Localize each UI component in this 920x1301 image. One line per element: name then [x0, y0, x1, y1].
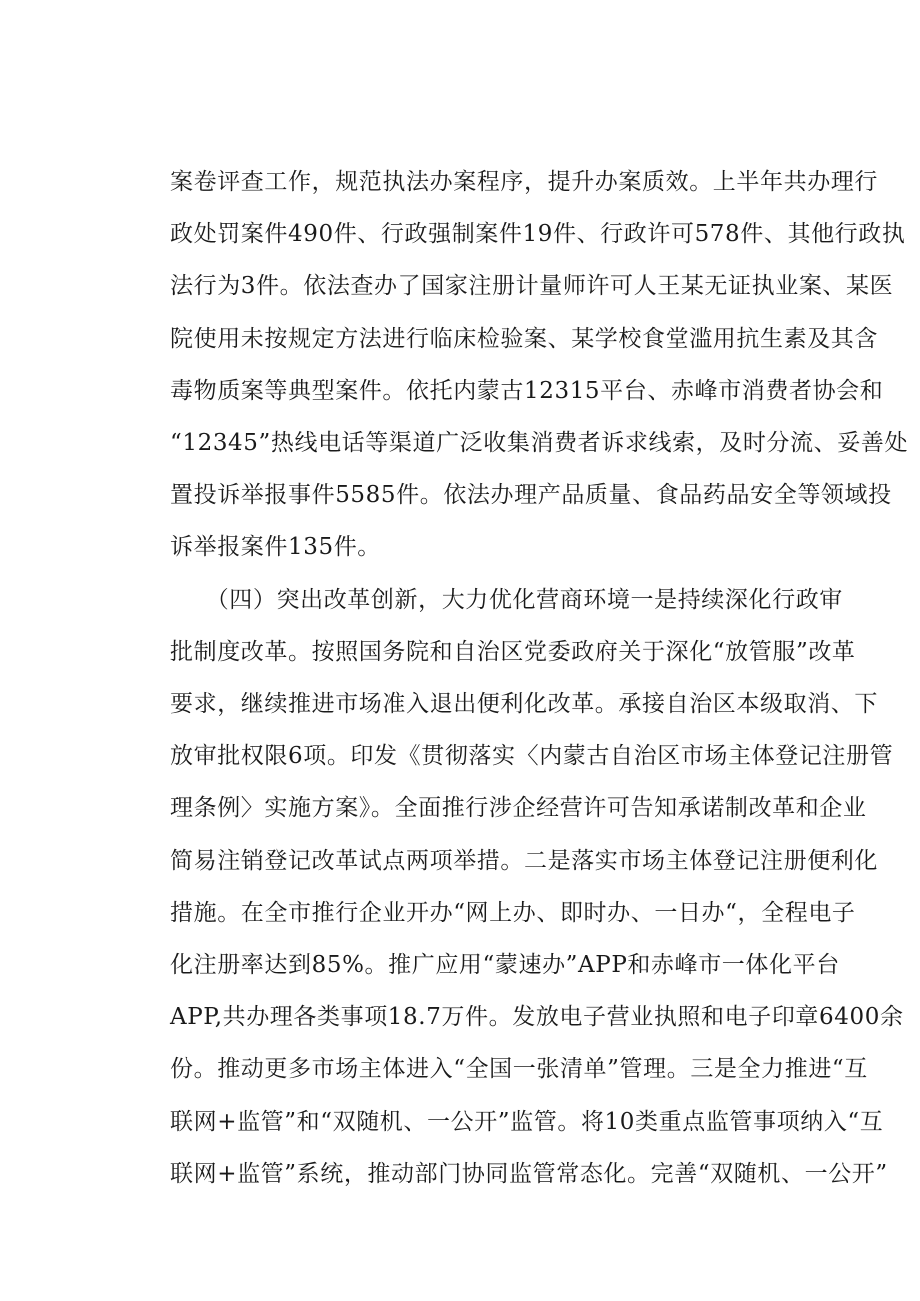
text-line: （四）突出改革创新，大力优化营商环境一是持续深化行政审 [170, 586, 843, 613]
text-line: 政处罚案件490件、行政强制案件19件、行政许可578件、其他行政执 [170, 221, 906, 248]
text-line: 联网+监管”系统，推动部门协同监管常态化。完善“双随机、一公开” [170, 1160, 888, 1187]
text-line: 联网+监管”和“双随机、一公开”监管。将10类重点监管事项纳入“互 [170, 1108, 884, 1135]
text-line: 置投诉举报事件5585件。依法办理产品质量、食品药品安全等领域投 [170, 482, 892, 509]
text-line: 份。推动更多市场主体进入“全国一张清单”管理。三是全力推进“互 [170, 1056, 868, 1083]
text-line: 诉举报案件135件。 [170, 534, 381, 561]
text-line: 案卷评查工作，规范执法办案程序，提升办案质效。上半年共办理行 [170, 169, 878, 195]
text-line: 法行为3件。依法查办了国家注册计量师许可人王某无证执业案、某医 [170, 273, 894, 300]
text-line: 放审批权限6项。印发《贯彻落实〈内蒙古自治区市场主体登记注册管 [170, 743, 894, 770]
text-line: 化注册率达到85%。推广应用“蒙速办”APP和赤峰市一体化平台 [170, 952, 840, 979]
paragraph-reform-innovation [170, 574, 904, 1200]
text-line: 措施。在全市推行企业开办“网上办、即时办、一日办“，全程电子 [170, 899, 856, 926]
text-line: 要求，继续推进市场准入退出便利化改革。承接自治区本级取消、下 [170, 691, 878, 718]
document-body [170, 156, 909, 1200]
text-line: 简易注销登记改革试点两项举措。二是落实市场主体登记注册便利化 [170, 847, 878, 874]
paragraph-case-handling [170, 156, 909, 574]
text-line: 毒物质案等典型案件。依托内蒙古12315平台、赤峰市消费者协会和 [170, 377, 884, 404]
text-line: “12345”热线电话等渠道广泛收集消费者诉求线索，及时分流、妥善处 [170, 430, 909, 457]
text-line: 理条例〉实施方案》。全面推行涉企经营许可告知承诺制改革和企业 [170, 795, 867, 822]
text-line: 批制度改革。按照国务院和自治区党委政府关于深化“放管服”改革 [170, 638, 856, 665]
text-line: 院使用未按规定方法进行临床检验案、某学校食堂滥用抗生素及其含 [170, 325, 878, 352]
text-line: APP,共办理各类事项18.7万件。发放电子营业执照和电子印章6400余 [170, 1004, 904, 1031]
